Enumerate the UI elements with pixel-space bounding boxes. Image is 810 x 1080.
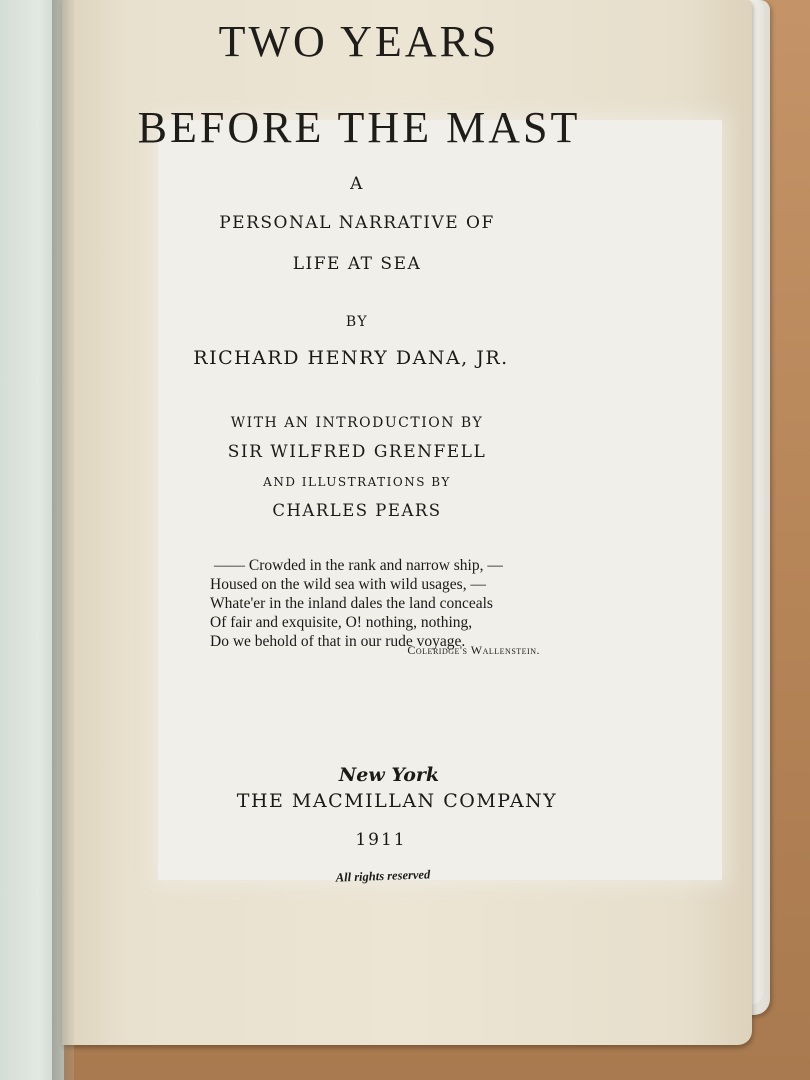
illustrator-name: CHARLES PEARS xyxy=(272,501,442,520)
by-label: BY xyxy=(345,314,369,330)
epigraph-line: —— Crowded in the rank and narrow ship, — xyxy=(214,557,503,574)
author-name: RICHARD HENRY DANA, JR. xyxy=(193,347,509,369)
title-line-2: BEFORE THE MAST xyxy=(137,103,581,152)
epigraph xyxy=(210,556,540,651)
publication-year: 1911 xyxy=(355,830,407,850)
rights-notice: All rights reserved xyxy=(335,867,431,885)
publication-place: New York xyxy=(338,764,440,786)
title-page xyxy=(62,0,752,1045)
epigraph-line: Whate'er in the inland dales the land conceals xyxy=(210,595,493,612)
epigraph-line: Housed on the wild sea with wild usages, — xyxy=(210,576,486,593)
introduction-label: WITH AN INTRODUCTION BY xyxy=(230,415,484,431)
epigraph-line: Do we behold of that in our rude voyage. xyxy=(210,633,466,650)
introduction-author: SIR WILFRED GRENFELL xyxy=(227,442,487,462)
epigraph-line: Of fair and exquisite, O! nothing, nothing, xyxy=(210,614,473,631)
subtitle-line-3: LIFE AT SEA xyxy=(292,254,422,274)
book-gutter-shadow xyxy=(52,0,74,1080)
subtitle-line-1: A xyxy=(350,174,364,194)
epigraph-attribution: Coleridge's Wallenstein. xyxy=(407,643,540,657)
publisher-name: THE MACMILLAN COMPANY xyxy=(236,790,558,812)
illustrations-label: AND ILLUSTRATIONS BY xyxy=(263,475,451,489)
title-line-1: TWO YEARS xyxy=(218,17,500,66)
subtitle-line-2: PERSONAL NARRATIVE OF xyxy=(219,213,495,233)
